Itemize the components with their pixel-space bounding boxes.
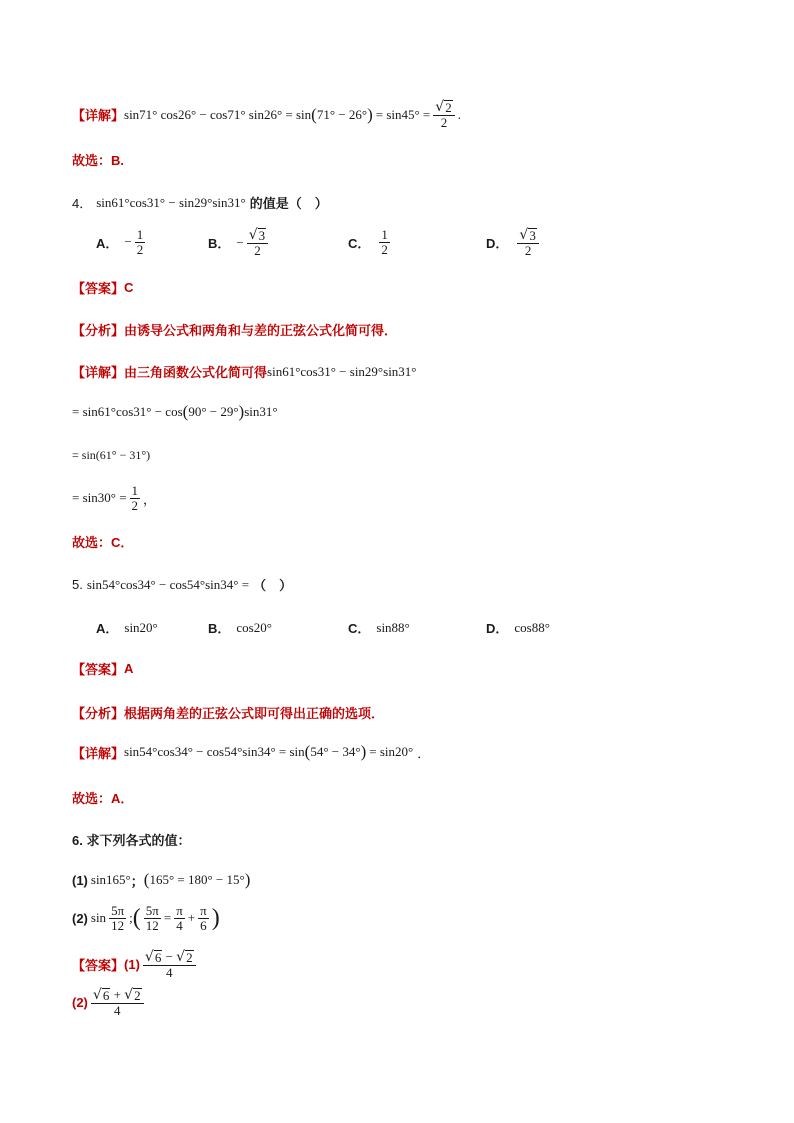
- q3-fraction: √ 2 2: [433, 100, 454, 129]
- q5-choice: 故选：A．: [72, 791, 134, 806]
- q3-detail-line: 【详解】 sin71° cos26° − cos71° sin26° = sin ( 71° − 26° ) = sin45° = √ 2 2 .: [72, 99, 461, 130]
- q5-stem: [72, 575, 292, 594]
- q3-detail-paren: 71° − 26°: [316, 106, 368, 122]
- q5-analysis: 【分析】 根据两角差的正弦公式即可得出正确的选项．: [72, 706, 385, 721]
- q3-choice: 故选：B.: [72, 153, 125, 168]
- q6-answer-2: (2) √ 6 + √ 2 4: [72, 988, 147, 1017]
- q5-number: 5.: [72, 577, 83, 592]
- q6-part1: (1) sin165° ； ( 165° = 180° − 15° ): [72, 870, 251, 889]
- q4-step3: = sin30° = $\frac{1}{2}$ ，: [72, 483, 157, 513]
- q4-number: 4．: [72, 196, 93, 211]
- q4-detail: 【详解】 由三角函数公式化简可得 sin61°cos31° − sin29°sin31°: [72, 363, 417, 380]
- q4-stem-text: 的值是（ ）: [249, 196, 328, 211]
- q5-detail: 【详解】 sin54°cos34° − cos54°sin34° = sin ( 54° − 34° ) = sin20° ．: [72, 742, 431, 761]
- q4-stem-expr: sin61°cos31° − sin29°sin31°: [96, 194, 246, 210]
- q5-stem-text: （ ）: [253, 578, 293, 593]
- q3-detail-eq: = sin45° =: [375, 106, 431, 122]
- q5-option-d[interactable]: D． cos88°: [486, 619, 550, 636]
- q3-detail-expr: sin71° cos26° − cos71° sin26° = sin: [124, 106, 312, 122]
- q6-title: 6. 求下列各式的值：: [72, 833, 191, 848]
- detail-tag: 【详解】: [72, 108, 125, 124]
- q5-option-c[interactable]: C． sin88°: [348, 619, 410, 636]
- q6-answer-1: 【答案】 (1) √ 6 − √ 2 4: [72, 950, 199, 979]
- q4-stem: [72, 193, 328, 212]
- q3-frac-den: 2: [440, 114, 448, 130]
- q4-choice: 故选：C．: [72, 535, 134, 550]
- q4-step1: = sin61°cos31° − cos ( 90° − 29° ) sin31°: [72, 402, 278, 421]
- q5-answer: 【答案】 A: [72, 661, 134, 677]
- q4-answer: 【答案】 C: [72, 280, 134, 296]
- q5-stem-expr: sin54°cos34° − cos54°sin34° =: [86, 576, 250, 592]
- q4-option-b[interactable]: B． − √ 3 2: [208, 228, 271, 257]
- q6-part2: (2) sin $\frac{5\pi}{12}$ ; ( $\frac{5\pi}{12}$ = $\frac{\pi}{4}$ + $\frac{\pi}{6}$ ): [72, 903, 220, 933]
- q4-option-a[interactable]: A． − $\frac{1}{2}$: [96, 227, 144, 257]
- q4-step2: = sin(61° − 31°): [72, 448, 151, 462]
- q4-option-c[interactable]: C． $\frac{1}{2}$: [348, 227, 388, 257]
- q4-option-d[interactable]: D． √ 3 2: [486, 228, 542, 257]
- q5-option-b[interactable]: B． cos20°: [208, 619, 272, 636]
- q4-analysis: 【分析】 由诱导公式和两角和与差的正弦公式化简可得．: [72, 323, 398, 338]
- q3-frac-num: 2: [445, 100, 452, 115]
- q5-option-a[interactable]: A． sin20°: [96, 619, 158, 636]
